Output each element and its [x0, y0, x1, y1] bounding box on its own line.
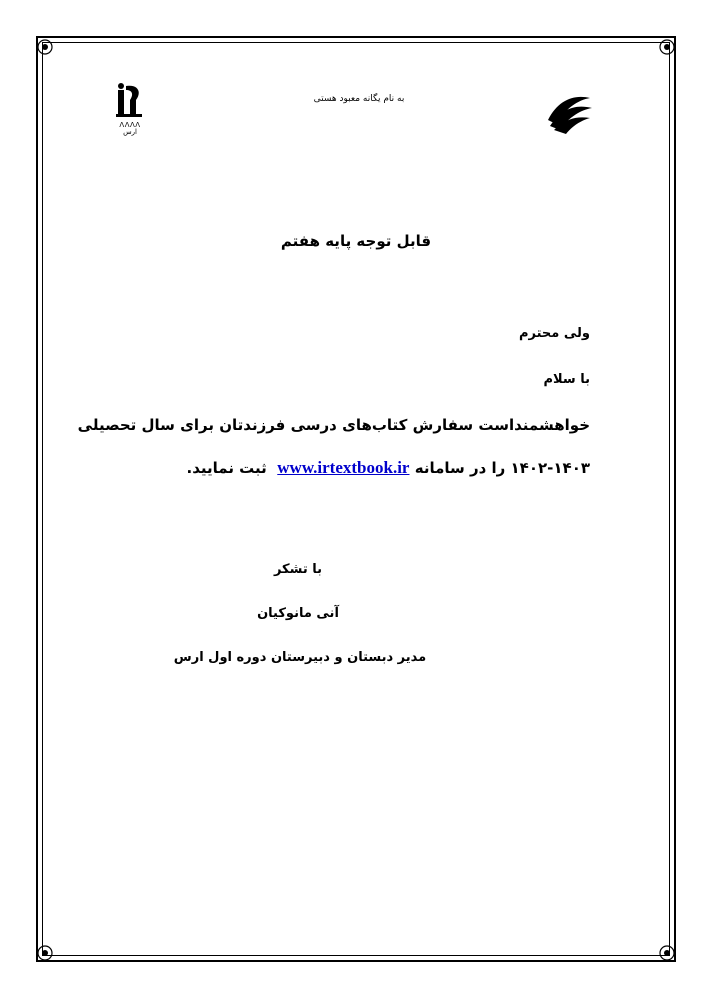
paragraph-line-2	[187, 458, 590, 478]
paragraph-line-2-start: ۱۴۰۲-۱۴۰۳ را در سامانه	[414, 459, 590, 477]
signature-role: مدیر دبستان و دبیرستان دوره اول ارس	[173, 650, 427, 665]
corner-ornament-icon	[658, 944, 676, 962]
ministry-emblem-icon	[540, 86, 596, 136]
invocation-text: به نام یگانه معبود هستی	[313, 94, 405, 104]
corner-ornament-icon	[658, 38, 676, 56]
greeting: با سلام	[543, 372, 590, 387]
logo-caption-latin: ᐱᐱᐱᐱ	[119, 121, 141, 129]
signature-thanks: با تشکر	[273, 562, 323, 577]
page-border-inner	[42, 42, 670, 956]
school-logo-caption	[112, 122, 148, 136]
corner-ornament-icon	[36, 944, 54, 962]
page-title: قابل توجه پایه هفتم	[280, 232, 432, 250]
school-logo-icon	[112, 82, 148, 122]
signature-name: آنی مانوکیان	[257, 606, 339, 621]
irtextbook-link[interactable]: www.irtextbook.ir	[277, 458, 410, 477]
salutation: ولی محترم	[519, 326, 590, 341]
school-logo	[112, 82, 148, 138]
paragraph-line-2-end: ثبت نمایید.	[186, 459, 267, 477]
corner-ornament-icon	[36, 38, 54, 56]
paragraph-line-1: خواهشمنداست سفارش کتاب‌های درسی فرزندتان برای سال تحصیلی	[77, 416, 590, 434]
logo-caption-persian: ارس	[123, 128, 137, 136]
